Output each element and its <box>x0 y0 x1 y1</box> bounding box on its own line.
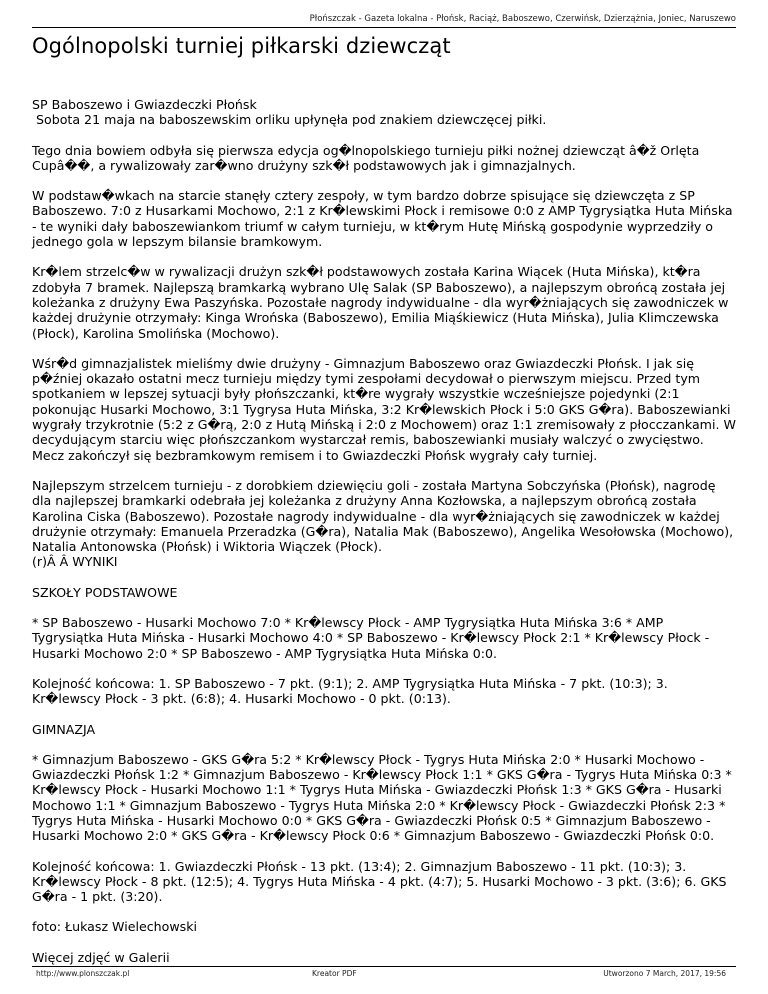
paragraph-intro: Tego dnia bowiem odbyła się pierwsza edycja og�lnopolskiego turnieju piłki nożnej dziewcząt â�ž Orlęta Cupâ��, a rywalizowały zar�wno drużyny szk�ł podstawowych jak i gimnazjalnych. <box>32 142 700 173</box>
lead-line-1: SP Baboszewo i Gwiazdeczki Płońsk <box>32 97 257 112</box>
article-title: Ogólnopolski turniej piłkarski dziewcząt <box>32 34 451 58</box>
section-heading-middle: GIMNAZJA <box>32 721 96 737</box>
standings-middle: Kolejność końcowa: 1. Gwiazdeczki Płońsk - 13 pkt. (13:4); 2. Gimnazjum Baboszewo - 11 pkt. (10:3); 3. Kr�lewscy Płock - 8 pkt. (12:5); 4. Tygrys Huta Mińska - 4 pkt. (4:7); 5. Husarki Mochowo - 3 pkt. (3:6); 6. GKS G�ra - 1 pkt. (3:20). <box>32 858 727 905</box>
results-middle: * Gimnazjum Baboszewo - GKS G�ra 5:2 * Kr�lewscy Płock - Tygrys Huta Mińska 2:0 * Husarki Mochowo - Gwiazdeczki Płońsk 1:2 * Gimnazjum Baboszewo - Kr�lewscy Płock 1:1 * GKS G�ra - Tygrys Huta Mińska 0:3 * Kr�lewscy Płock - Husarki Mochowo 1:1 * Tygrys Huta Mińska - Gwiazdeczki Płońsk 1:3 * GKS G�ra - Husarki Mochowo 1:1 * Gimnazjum Baboszewo - Tygrys Huta Mińska 2:0 * Kr�lewscy Płock - Gwiazdeczki Płońsk 2:3 * Tygrys Huta Mińska - Husarki Mochowo 0:0 * GKS G�ra - Gwiazdeczki Płońsk 0:5 * Gimnazjum Baboszewo - Husarki Mochowo 2:0 * GKS G�ra - Kr�lewscy Płock 0:6 * Gimnazjum Baboszewo - Gwiazdeczki Płońsk 0:0. <box>32 751 732 844</box>
footer-url[interactable]: http://www.plonszczak.pl <box>36 969 130 978</box>
running-header: Płońszczak - Gazeta lokalna - Płońsk, Raciąż, Baboszewo, Czerwińsk, Dzierzążnia, Joniec, Naruszewo <box>309 14 736 24</box>
middle-awards-text: Najlepszym strzelcem turnieju - z dorobkiem dziewięciu goli - została Martyna Sobczyńska (Płońsk), nagrodę dla najlepszej bramkarki odebrała jej koleżanka z drużyny Anna Kozłowska, a najlepszym obrońcą została Karolina Ciska (Baboszewo). Pozostałe nagrody indywidualne - dla wyr�żniających się zawodniczek w każdej drużynie otrzymały: Emanuela Przeradzka (G�ra), Natalia Mak (Baboszewo), Angelika Wesołowska (Mochowo), Natalia Antonowska (Płońsk) i Wiktoria Wiączek (Płock). <box>32 477 734 555</box>
results-primary: * SP Baboszewo - Husarki Mochowo 7:0 * Kr�lewscy Płock - AMP Tygrysiątka Huta Mińska 3:6 * AMP Tygrysiątka Huta Mińska - Husarki Mochowo 4:0 * SP Baboszewo - Kr�lewscy Płock 2:1 * Kr�lewscy Płock - Husarki Mochowo 2:0 * SP Baboszewo - AMP Tygrysiątka Huta Mińska 0:0. <box>32 615 710 661</box>
results-label: (r)Â Â WYNIKI <box>32 554 118 570</box>
footer-timestamp: Utworzono 7 March, 2017, 19:56 <box>603 969 726 978</box>
photo-credit: foto: Łukasz Wielechowski <box>32 919 197 935</box>
footer-generator: Kreator PDF <box>312 969 357 978</box>
paragraph-primary-schools: W podstaw�wkach na starcie stanęły cztery zespoły, w tym bardzo dobrze spisujące się dziewczęta z SP Baboszewo. 7:0 z Husarkami Mochowo, 2:1 z Kr�lewskimi Płock i remisowe 0:0 z AMP Tygrysiątka Huta Mińska - te wyniki dały baboszewiankom triumf w całym turnieju, w kt�rym Hutę Mińską gospodynie wyprzedziły o jednego gola w lepszym bilansie bramkowym. <box>32 188 733 250</box>
section-heading-primary: SZKOŁY PODSTAWOWE <box>32 584 178 600</box>
article-body <box>32 97 738 980</box>
header-divider <box>32 27 736 28</box>
paragraph-primary-awards: Kr�lem strzelc�w w rywalizacji drużyn szk�ł podstawowych została Karina Wiącek (Huta Mińska), kt�ra zdobyła 7 bramek. Najlepszą bramkarką wybrano Ulę Salak (SP Baboszewo), a najlepszym obrońcą została jej koleżanka z drużyny Ewa Paszyńska. Pozostałe nagrody indywidualne - dla wyr�żniających się zawodniczek w każdej drużynie otrzymały: Kinga Wrońska (Baboszewo), Emilia Miąśkiewicz (Huta Mińska), Julia Klimczewska (Płock), Karolina Smolińska (Mochowo). <box>32 264 729 341</box>
article-lead <box>32 97 738 128</box>
page-footer <box>32 969 736 981</box>
lead-line-2: Sobota 21 maja na baboszewskim orliku upłynęła pod znakiem dziewczęcej piłki. <box>32 112 547 128</box>
standings-primary: Kolejność końcowa: 1. SP Baboszewo - 7 pkt. (9:1); 2. AMP Tygrysiątka Huta Mińska - 7 pkt. (10:3); 3. Kr�lewscy Płock - 3 pkt. (6:8); 4. Husarki Mochowo - 0 pkt. (0:13). <box>32 675 668 707</box>
paragraph-middle-schools: Wśr�d gimnazjalistek mieliśmy dwie drużyny - Gimnazjum Baboszewo oraz Gwiazdeczki Płońsk. I jak się p�źniej okazało ostatni mecz turnieju między tymi zespołami decydował o pierwszym miejscu. Przed tym spotkaniem w lepszej sytuacji były płońszczanki, kt�re wygrały wszystkie wcześniejsze pojedynki (2:1 pokonując Husarki Mochowo, 3:1 Tygrysa Huta Mińska, 3:2 Kr�lewskich Płock i 5:0 GKS G�ra). Baboszewianki wygrały trzykrotnie (5:2 z G�rą, 2:0 z Hutą Mińską i 2:0 z Mochowem) oraz 1:1 zremisowały z płocczankami. W decydującym starciu więc płońszczankom wystarczał remis, baboszewianki musiały walczyć o zwycięstwo. Mecz zakończył się bezbramkowym remisem i to Gwiazdeczki Płońsk wygrały cały turniej. <box>32 355 736 463</box>
gallery-link[interactable]: Więcej zdjęć w Galerii <box>32 949 170 965</box>
footer-divider <box>32 966 736 967</box>
paragraph-middle-awards <box>32 478 738 570</box>
